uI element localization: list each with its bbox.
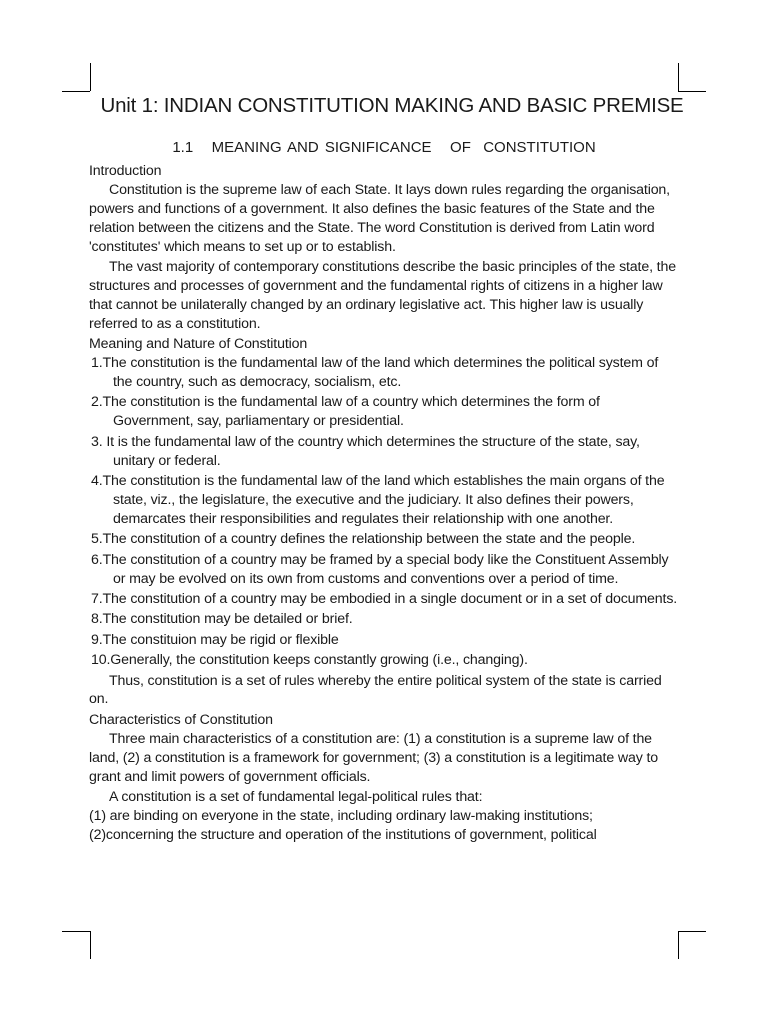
meaning-heading: Meaning and Nature of Constitution (89, 336, 308, 353)
intro-paragraph: Constitution is the supreme law of each State. It lays down rules regarding the organisation, powers and functions of a government. It also defines the basic features of the State and the relation between the citizens and the State. The word Constitution is derived from Latin word 'constitutes' which means to set up or to establish. (89, 181, 670, 255)
crop-mark-bottom-left-vertical (90, 931, 91, 959)
document-body (89, 162, 679, 845)
crop-mark-top-right-horizontal (678, 91, 706, 92)
list-item: 3. It is the fundamental law of the country which determines the structure of the state, say, unitary or federal. (91, 433, 640, 469)
crop-mark-top-left-horizontal (62, 91, 90, 92)
list-item: 2.The constitution is the fundamental law of a country which determines the form of Government, say, parliamentary or presidential. (91, 394, 600, 430)
characteristics-paragraph: Three main characteristics of a constitution are: (1) a constitution is a supreme law of the land, (2) a constitution is a framework for government; (3) a constitution is a legitimate way to grant and limit powers of government officials. (89, 730, 658, 785)
crop-mark-top-right-vertical (678, 63, 679, 91)
characteristics-paragraph: A constitution is a set of fundamental legal-political rules that: (109, 789, 483, 805)
crop-mark-bottom-right-horizontal (678, 931, 706, 932)
list-item: 10.Generally, the constitution keeps constantly growing (i.e., changing). (91, 652, 528, 669)
meaning-conclusion: Thus, constitution is a set of rules whereby the entire political system of the state is carried on. (89, 672, 662, 708)
section-heading: 1.1 MEANING AND SIGNIFICANCE OF CONSTITUTION (172, 139, 596, 156)
characteristics-line: (1) are binding on everyone in the state, including ordinary law-making institutions; (89, 807, 593, 824)
list-item: 6.The constitution of a country may be framed by a special body like the Constituent Assembly or may be evolved on its own from customs and conventions over a period of time. (91, 551, 669, 587)
list-item: 8.The constitution may be detailed or brief. (91, 611, 353, 628)
list-item: 9.The constituion may be rigid or flexible (91, 631, 339, 648)
list-item: 4.The constitution is the fundamental law of the land which establishes the main organs of the state, viz., the legislature, the executive and the judiciary. It also defines their powers, demarcates their responsibilities and regulates their relationship with one another. (91, 473, 665, 527)
characteristics-heading: Characteristics of Constitution (89, 711, 273, 728)
list-item: 5.The constitution of a country defines the relationship between the state and the people. (91, 531, 636, 548)
list-item: 1.The constitution is the fundamental law of the land which determines the political system of the country, such as democracy, socialism, etc. (91, 355, 659, 390)
crop-mark-top-left-vertical (90, 63, 91, 91)
introduction-heading: Introduction (89, 163, 162, 179)
crop-mark-bottom-right-vertical (678, 931, 679, 959)
crop-mark-bottom-left-horizontal (62, 931, 90, 932)
list-item: 7.The constitution of a country may be embodied in a single document or in a set of documents. (91, 590, 678, 607)
characteristics-line: (2)concerning the structure and operation of the institutions of government, political (89, 826, 597, 843)
intro-paragraph: The vast majority of contemporary constitutions describe the basic principles of the state, the structures and processes of government and the fundamental rights of citizens in a higher law that cannot be unilaterally changed by an ordinary legislative act. This higher law is usually referred to as a constitution. (89, 259, 676, 332)
page-title: Unit 1: INDIAN CONSTITUTION MAKING AND BASIC PREMISE (100, 94, 684, 117)
